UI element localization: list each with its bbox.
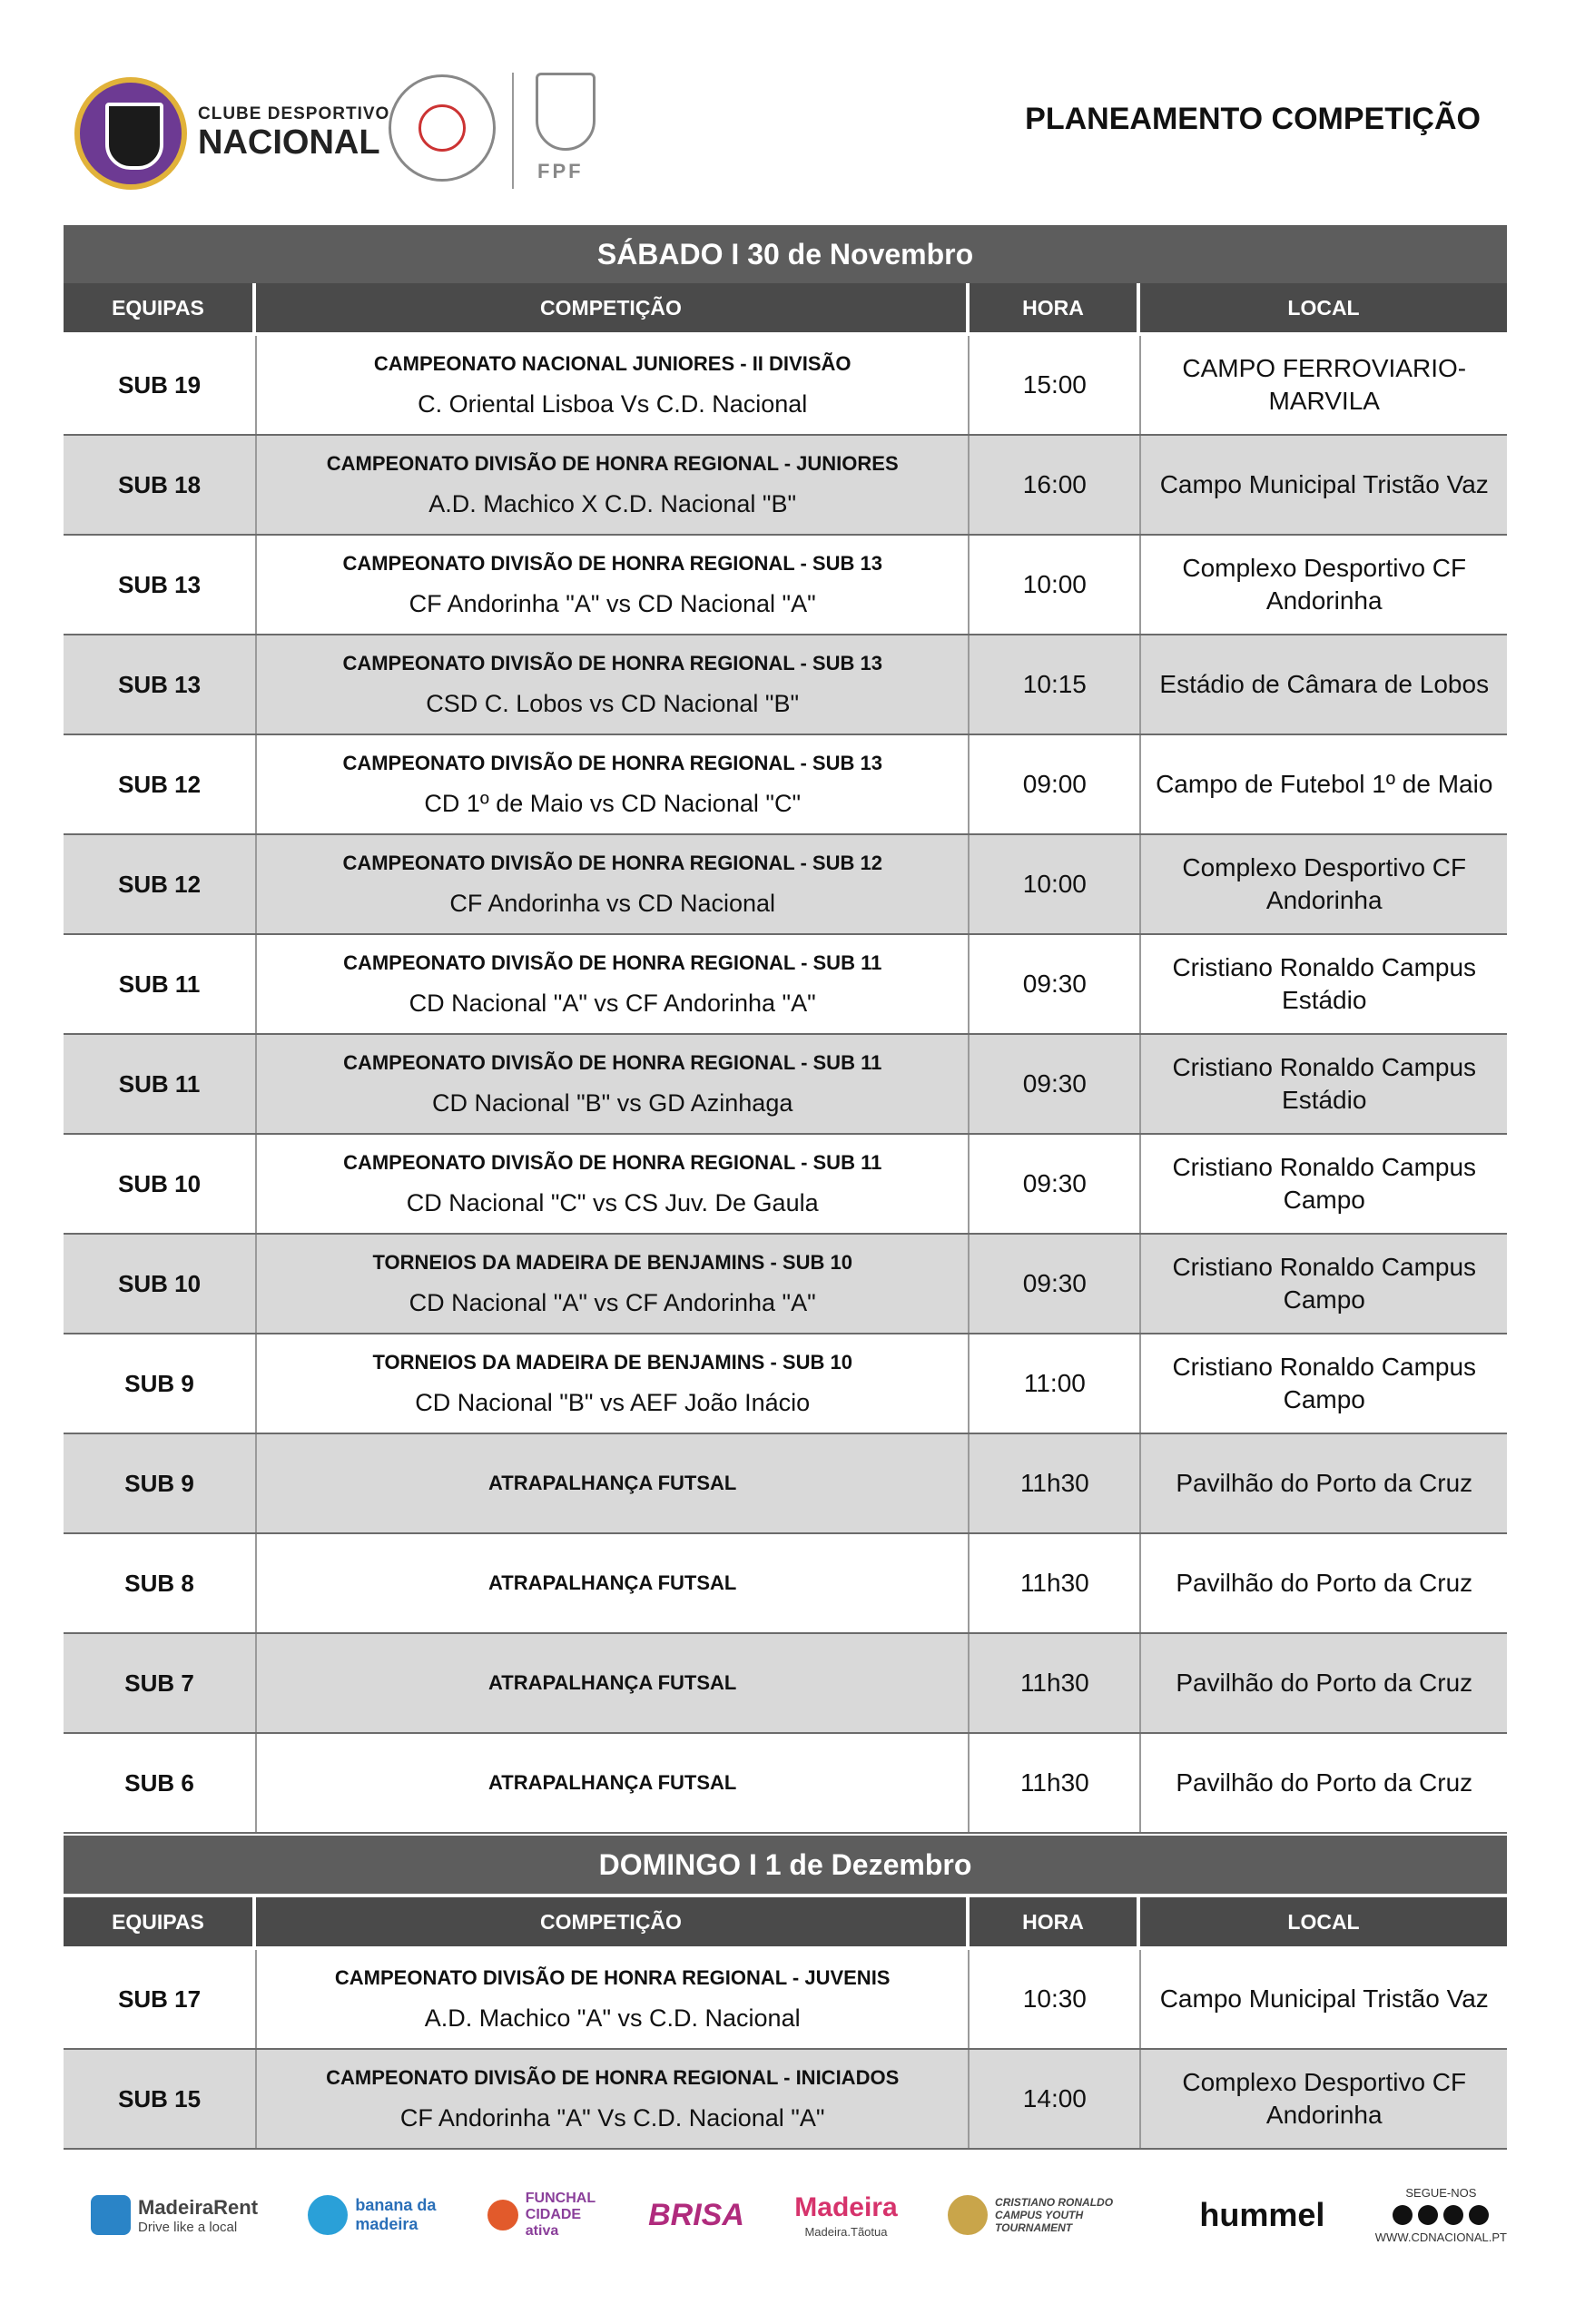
match-name: CD Nacional "B" vs AEF João Inácio xyxy=(415,1388,811,1416)
venue-cell: Cristiano Ronaldo Campus Estádio xyxy=(1172,953,1477,1014)
table-row xyxy=(64,2050,1507,2150)
competition-name: TORNEIOS DA MADEIRA DE BENJAMINS - SUB 10 xyxy=(372,1350,852,1374)
competition-name: ATRAPALHANÇA FUTSAL xyxy=(488,1671,737,1694)
table-row xyxy=(64,336,1507,436)
team-cell: SUB 11 xyxy=(64,935,257,1033)
time-cell: 10:00 xyxy=(970,536,1141,634)
madeirarent-name: MadeiraRent xyxy=(138,2195,259,2219)
column-header-teams: EQUIPAS xyxy=(64,283,256,332)
club-name xyxy=(198,104,389,161)
follow-us-label: SEGUE-NOS xyxy=(1405,2186,1477,2200)
website-link[interactable]: WWW.CDNACIONAL.PT xyxy=(1374,2230,1507,2244)
column-header-competition: COMPETIÇÃO xyxy=(256,283,970,332)
team-cell: SUB 12 xyxy=(64,735,257,833)
cr-campus-name: CRISTIANO RONALDO CAMPUS YOUTH TOURNAMENT xyxy=(995,2196,1114,2234)
document-title: PLANEAMENTO COMPETIÇÃO xyxy=(1025,102,1481,136)
venue-cell: Cristiano Ronaldo Campus Estádio xyxy=(1172,1053,1477,1114)
fpf-label: FPF xyxy=(537,160,584,182)
fpf-shield-icon xyxy=(536,73,596,151)
team-cell: SUB 13 xyxy=(64,635,257,734)
table-row xyxy=(64,1035,1507,1135)
competition-cell xyxy=(257,735,970,833)
time-cell: 11h30 xyxy=(970,1534,1141,1632)
time-cell: 16:00 xyxy=(970,436,1141,534)
social-block xyxy=(1375,2186,1507,2244)
team-cell: SUB 6 xyxy=(64,1734,257,1832)
brisa-name: BRISA xyxy=(648,2197,744,2232)
time-cell: 09:30 xyxy=(970,1135,1141,1233)
table-row xyxy=(64,1734,1507,1834)
sponsor-funchal xyxy=(487,2191,598,2240)
competition-name: CAMPEONATO DIVISÃO DE HONRA REGIONAL - SUB 12 xyxy=(342,851,882,874)
team-cell: SUB 19 xyxy=(64,336,257,434)
banana-name: banana da madeira xyxy=(355,2196,437,2233)
table-row xyxy=(64,635,1507,735)
venue-cell: Cristiano Ronaldo Campus Campo xyxy=(1172,1353,1477,1413)
competition-cell xyxy=(257,1734,970,1832)
column-header-venue: LOCAL xyxy=(1140,283,1507,332)
time-cell: 11h30 xyxy=(970,1634,1141,1732)
facebook-icon[interactable] xyxy=(1393,2205,1413,2225)
madeira-name: Madeira xyxy=(794,2191,898,2222)
time-cell: 10:30 xyxy=(970,1950,1141,2048)
column-header-venue: LOCAL xyxy=(1140,1897,1507,1946)
schedule-table-saturday xyxy=(64,336,1507,1834)
column-header-saturday xyxy=(64,283,1507,332)
team-cell: SUB 10 xyxy=(64,1135,257,1233)
team-cell: SUB 15 xyxy=(64,2050,257,2148)
column-header-time: HORA xyxy=(970,283,1140,332)
time-cell: 10:15 xyxy=(970,635,1141,734)
venue-cell: Pavilhão do Porto da Cruz xyxy=(1176,1768,1473,1797)
match-name: CD Nacional "B" vs GD Azinhaga xyxy=(432,1088,793,1117)
competition-name: ATRAPALHANÇA FUTSAL xyxy=(488,1571,737,1594)
competition-cell xyxy=(257,2050,970,2148)
competition-name: CAMPEONATO DIVISÃO DE HONRA REGIONAL - SUB 11 xyxy=(343,950,882,974)
competition-cell xyxy=(257,1135,970,1233)
youtube-icon[interactable] xyxy=(1469,2205,1489,2225)
competition-cell xyxy=(257,635,970,734)
table-row xyxy=(64,536,1507,635)
table-row xyxy=(64,1534,1507,1634)
competition-name: CAMPEONATO DIVISÃO DE HONRA REGIONAL - SUB 13 xyxy=(342,751,882,774)
time-cell: 11h30 xyxy=(970,1734,1141,1832)
sponsor-madeirarent xyxy=(91,2195,258,2235)
column-header-time: HORA xyxy=(970,1897,1140,1946)
team-cell: SUB 11 xyxy=(64,1035,257,1133)
competition-name: CAMPEONATO DIVISÃO DE HONRA REGIONAL - JUNIORES xyxy=(326,451,899,475)
instagram-icon[interactable] xyxy=(1418,2205,1438,2225)
time-cell: 15:00 xyxy=(970,336,1141,434)
competition-cell xyxy=(257,436,970,534)
madeirarent-tagline: Drive like a local xyxy=(138,2219,238,2235)
table-row xyxy=(64,436,1507,536)
competition-name: CAMPEONATO DIVISÃO DE HONRA REGIONAL - INICIADOS xyxy=(326,2065,900,2089)
match-name: CD Nacional "C" vs CS Juv. De Gaula xyxy=(406,1188,819,1216)
competition-name: CAMPEONATO DIVISÃO DE HONRA REGIONAL - SUB 13 xyxy=(342,551,882,575)
table-row xyxy=(64,1634,1507,1734)
team-cell: SUB 17 xyxy=(64,1950,257,2048)
table-row xyxy=(64,1434,1507,1534)
day-band-sunday: DOMINGO I 1 de Dezembro xyxy=(64,1836,1507,1894)
competition-cell xyxy=(257,835,970,933)
venue-cell: Estádio de Câmara de Lobos xyxy=(1159,670,1490,698)
match-name: CF Andorinha "A" vs CD Nacional "A" xyxy=(409,589,816,617)
table-row xyxy=(64,935,1507,1035)
venue-cell: Campo de Futebol 1º de Maio xyxy=(1156,770,1493,798)
competition-cell xyxy=(257,536,970,634)
sponsor-madeira xyxy=(794,2192,897,2239)
venue-cell: Cristiano Ronaldo Campus Campo xyxy=(1172,1153,1477,1214)
madeira-tagline: Madeira.Tãotua xyxy=(804,2224,888,2239)
table-row xyxy=(64,735,1507,835)
competition-cell xyxy=(257,336,970,434)
competition-name: CAMPEONATO DIVISÃO DE HONRA REGIONAL - SUB 13 xyxy=(342,651,882,675)
match-name: CF Andorinha vs CD Nacional xyxy=(449,889,776,917)
column-header-sunday xyxy=(64,1897,1507,1946)
sponsor-hummel xyxy=(1199,2196,1324,2234)
venue-cell: Complexo Desportivo CF Andorinha xyxy=(1182,2068,1467,2129)
schedule-table-sunday xyxy=(64,1950,1507,2150)
match-name: CD Nacional "A" vs CF Andorinha "A" xyxy=(409,989,816,1017)
venue-cell: Campo Municipal Tristão Vaz xyxy=(1159,1984,1489,2013)
venue-cell: Campo Municipal Tristão Vaz xyxy=(1159,470,1489,498)
competition-cell xyxy=(257,1534,970,1632)
venue-cell: CAMPO FERROVIARIO-MARVILA xyxy=(1182,354,1467,415)
match-name: CD 1º de Maio vs CD Nacional "C" xyxy=(424,789,802,817)
team-cell: SUB 18 xyxy=(64,436,257,534)
venue-cell: Complexo Desportivo CF Andorinha xyxy=(1182,554,1467,615)
match-name: C. Oriental Lisboa Vs C.D. Nacional xyxy=(418,389,808,418)
team-cell: SUB 8 xyxy=(64,1534,257,1632)
funchal-name: FUNCHAL CIDADE ativa xyxy=(525,2191,596,2239)
certification-seal-icon xyxy=(389,74,496,182)
table-row xyxy=(64,1950,1507,2050)
competition-name: ATRAPALHANÇA FUTSAL xyxy=(488,1472,737,1494)
team-cell: SUB 9 xyxy=(64,1334,257,1433)
column-header-competition: COMPETIÇÃO xyxy=(256,1897,970,1946)
table-row xyxy=(64,835,1507,935)
venue-cell: Pavilhão do Porto da Cruz xyxy=(1176,1669,1473,1697)
sponsor-cr-campus xyxy=(948,2195,1149,2235)
competition-name: CAMPEONATO NACIONAL JUNIORES - II DIVISÃO xyxy=(373,351,852,375)
banana-logo-icon xyxy=(308,2195,348,2235)
column-header-teams: EQUIPAS xyxy=(64,1897,256,1946)
team-cell: SUB 13 xyxy=(64,536,257,634)
table-row xyxy=(64,1135,1507,1235)
venue-cell: Pavilhão do Porto da Cruz xyxy=(1176,1569,1473,1597)
competition-name: TORNEIOS DA MADEIRA DE BENJAMINS - SUB 10 xyxy=(372,1250,852,1274)
table-row xyxy=(64,1235,1507,1334)
time-cell: 09:30 xyxy=(970,1035,1141,1133)
team-cell: SUB 9 xyxy=(64,1434,257,1532)
competition-cell xyxy=(257,1950,970,2048)
match-name: A.D. Machico "A" vs C.D. Nacional xyxy=(424,2004,801,2032)
venue-cell: Complexo Desportivo CF Andorinha xyxy=(1182,853,1467,914)
match-name: CF Andorinha "A" Vs C.D. Nacional "A" xyxy=(399,2103,825,2132)
competition-name: ATRAPALHANÇA FUTSAL xyxy=(488,1771,737,1794)
competition-cell xyxy=(257,1334,970,1433)
madeirarent-logo-icon xyxy=(91,2195,131,2235)
time-cell: 10:00 xyxy=(970,835,1141,933)
time-cell: 11h30 xyxy=(970,1434,1141,1532)
time-cell: 09:30 xyxy=(970,935,1141,1033)
sponsor-bar xyxy=(91,2161,1507,2270)
time-cell: 09:30 xyxy=(970,1235,1141,1333)
match-name: CSD C. Lobos vs CD Nacional "B" xyxy=(426,689,800,717)
venue-cell: Pavilhão do Porto da Cruz xyxy=(1176,1469,1473,1497)
competition-cell xyxy=(257,1434,970,1532)
competition-name: CAMPEONATO DIVISÃO DE HONRA REGIONAL - SUB 11 xyxy=(343,1150,882,1174)
team-cell: SUB 7 xyxy=(64,1634,257,1732)
competition-name: CAMPEONATO DIVISÃO DE HONRA REGIONAL - JUVENIS xyxy=(334,1965,891,1989)
time-cell: 14:00 xyxy=(970,2050,1141,2148)
match-name: A.D. Machico X C.D. Nacional "B" xyxy=(428,489,797,517)
time-cell: 09:00 xyxy=(970,735,1141,833)
hummel-name: hummel xyxy=(1199,2196,1325,2233)
competition-cell xyxy=(257,935,970,1033)
cr-campus-logo-icon xyxy=(948,2195,988,2235)
table-row xyxy=(64,1334,1507,1434)
team-cell: SUB 10 xyxy=(64,1235,257,1333)
club-name-small: CLUBE DESPORTIVO xyxy=(198,104,390,123)
club-crest-icon xyxy=(74,77,187,190)
header-divider xyxy=(512,73,514,189)
team-cell: SUB 12 xyxy=(64,835,257,933)
sponsor-brisa xyxy=(648,2198,744,2233)
venue-cell: Cristiano Ronaldo Campus Campo xyxy=(1172,1253,1477,1314)
sponsor-banana xyxy=(308,2195,437,2235)
club-name-big: NACIONAL xyxy=(198,123,380,162)
competition-cell xyxy=(257,1634,970,1732)
twitter-icon[interactable] xyxy=(1443,2205,1463,2225)
competition-cell xyxy=(257,1235,970,1333)
social-icons xyxy=(1393,2205,1489,2225)
page-header xyxy=(0,0,1585,218)
day-band-saturday: SÁBADO I 30 de Novembro xyxy=(64,225,1507,283)
competition-cell xyxy=(257,1035,970,1133)
match-name: CD Nacional "A" vs CF Andorinha "A" xyxy=(409,1288,816,1316)
funchal-logo-icon xyxy=(487,2200,518,2230)
time-cell: 11:00 xyxy=(970,1334,1141,1433)
competition-name: CAMPEONATO DIVISÃO DE HONRA REGIONAL - SUB 11 xyxy=(343,1050,882,1074)
